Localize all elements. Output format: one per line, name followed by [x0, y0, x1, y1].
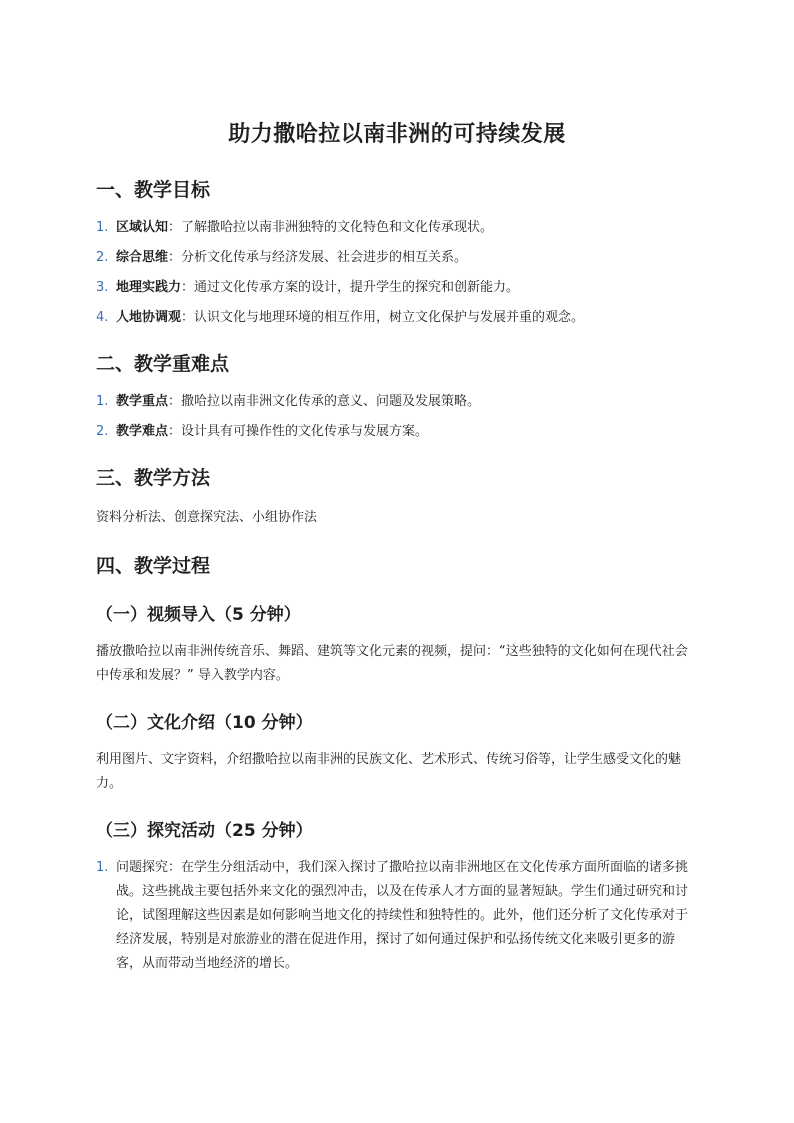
culture-intro-text: 利用图片、文字资料，介绍撒哈拉以南非洲的民族文化、艺术形式、传统习俗等，让学生感受文化的魅力。	[96, 752, 682, 791]
item-keyword: 区域认知	[116, 220, 169, 235]
section-heading-keypoints: 二、教学重难点	[96, 353, 230, 375]
list-number: 3.	[96, 280, 109, 295]
subsection-heading-culture: （二）文化介绍（10 分钟）	[96, 713, 313, 733]
item-text: 分析文化传承与经济发展、社会进步的相互关系。	[181, 250, 468, 265]
item-text: 撒哈拉以南非洲文化传承的意义、问题及发展策略。	[181, 394, 481, 409]
document-title: 助力撒哈拉以南非洲的可持续发展	[228, 122, 566, 147]
goals-list	[96, 218, 698, 328]
item-text: 认识文化与地理环境的相互作用，树立文化保护与发展并重的观念。	[194, 310, 585, 325]
subsection-heading-video: （一）视频导入（5 分钟）	[96, 605, 301, 625]
list-item	[96, 422, 698, 442]
list-number: 2.	[96, 250, 109, 265]
item-separator: ：	[168, 424, 182, 439]
item-text: 设计具有可操作性的文化传承与发展方案。	[181, 424, 429, 439]
list-item	[96, 856, 698, 976]
item-keyword: 教学难点	[116, 424, 169, 439]
list-item	[96, 248, 698, 268]
item-text: 通过文化传承方案的设计，提升学生的探究和创新能力。	[194, 280, 520, 295]
item-text: 了解撒哈拉以南非洲独特的文化特色和文化传承现状。	[181, 220, 494, 235]
keypoints-list	[96, 392, 698, 442]
list-item	[96, 308, 698, 328]
item-text: 问题探究：在学生分组活动中，我们深入探讨了撒哈拉以南非洲地区在文化传承方面所面临的诸多挑战。这些挑战主要包括外来文化的强烈冲击，以及在传承人才方面的显著短缺。学生们通过研究和讨论，试图理解这些因素是如何影响当地文化的持续性和独特性的。此外，他们还分析了文化传承对于经济发展，特别是对旅游业的潜在促进作用，探讨了如何通过保护和弘扬传统文化来吸引更多的游客，从而带动当地经济的增长。	[116, 860, 689, 971]
list-number: 1.	[96, 860, 109, 875]
item-separator: ：	[181, 280, 195, 295]
item-separator: ：	[168, 220, 182, 235]
list-item	[96, 218, 698, 238]
list-item	[96, 278, 698, 298]
item-separator: ：	[168, 394, 182, 409]
item-keyword: 地理实践力	[116, 280, 182, 295]
subsection-heading-activity: （三）探究活动（25 分钟）	[96, 821, 313, 841]
list-number: 4.	[96, 310, 109, 325]
list-item	[96, 392, 698, 412]
list-number: 2.	[96, 424, 109, 439]
section-heading-goals: 一、教学目标	[96, 179, 211, 201]
item-separator: ：	[181, 310, 195, 325]
item-keyword: 综合思维	[116, 250, 169, 265]
item-keyword: 人地协调观	[116, 310, 182, 325]
item-separator: ：	[168, 250, 182, 265]
list-number: 1.	[96, 220, 109, 235]
section-heading-methods: 三、教学方法	[96, 467, 211, 489]
list-number: 1.	[96, 394, 109, 409]
section-heading-process: 四、教学过程	[96, 555, 211, 577]
activity-list	[96, 856, 698, 976]
video-intro-text: 播放撒哈拉以南非洲传统音乐、舞蹈、建筑等文化元素的视频，提问：“这些独特的文化如何在现代社会中传承和发展？” 导入教学内容。	[96, 644, 688, 683]
item-keyword: 教学重点	[116, 394, 169, 409]
methods-text: 资料分析法、创意探究法、小组协作法	[96, 510, 318, 525]
